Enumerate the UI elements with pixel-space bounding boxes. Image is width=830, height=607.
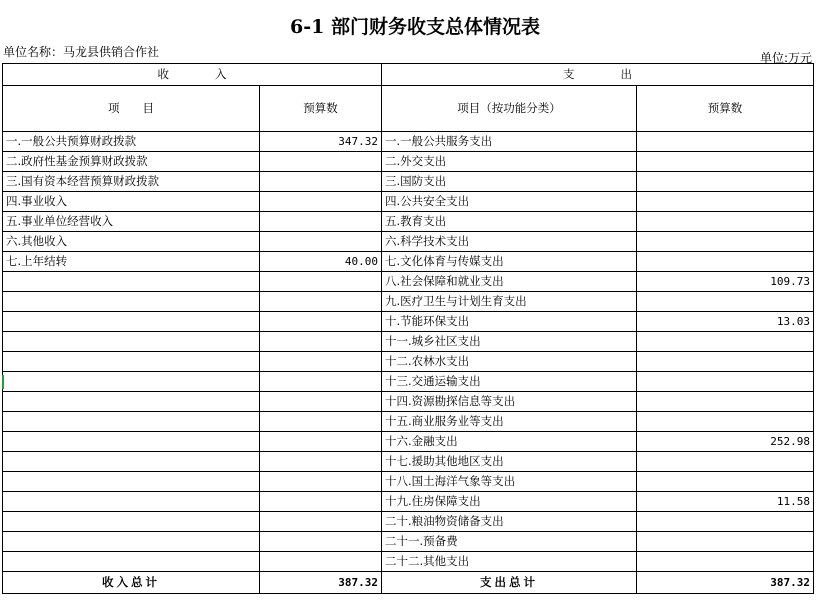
- income-value-cell[interactable]: [260, 532, 382, 552]
- expense-value-cell[interactable]: 13.03: [637, 312, 814, 332]
- income-item-cell[interactable]: 四.事业收入: [3, 192, 260, 212]
- income-value-cell[interactable]: [260, 392, 382, 412]
- income-item-cell[interactable]: [3, 412, 260, 432]
- income-item-cell[interactable]: [3, 472, 260, 492]
- expense-item-cell[interactable]: 十七.援助其他地区支出: [382, 452, 637, 472]
- income-item-cell[interactable]: [3, 372, 260, 392]
- income-header[interactable]: 收 入: [3, 64, 382, 86]
- header-row-1: [3, 64, 814, 86]
- budget-header-2[interactable]: 预算数: [637, 86, 814, 132]
- income-item-cell[interactable]: 六.其他收入: [3, 232, 260, 252]
- expense-value-cell[interactable]: [637, 532, 814, 552]
- income-item-cell[interactable]: [3, 432, 260, 452]
- expense-value-cell[interactable]: [637, 392, 814, 412]
- income-item-cell[interactable]: [3, 352, 260, 372]
- expense-item-cell[interactable]: 十五.商业服务业等支出: [382, 412, 637, 432]
- income-value-cell[interactable]: [260, 412, 382, 432]
- table-row: [3, 412, 814, 432]
- income-value-cell[interactable]: [260, 192, 382, 212]
- expense-item-cell[interactable]: 十六.金融支出: [382, 432, 637, 452]
- unit-label: 单位:万元: [759, 51, 812, 65]
- expense-item-cell[interactable]: 一.一般公共服务支出: [382, 132, 637, 152]
- income-item-cell[interactable]: 五.事业单位经营收入: [3, 212, 260, 232]
- expense-item-cell[interactable]: 十四.资源勘探信息等支出: [382, 392, 637, 412]
- income-value-cell[interactable]: [260, 492, 382, 512]
- table-row: [3, 312, 814, 332]
- income-value-cell[interactable]: [260, 272, 382, 292]
- table-row: [3, 292, 814, 312]
- income-value-cell[interactable]: [260, 332, 382, 352]
- income-item-cell[interactable]: 二.政府性基金预算财政拨款: [3, 152, 260, 172]
- expense-value-cell[interactable]: [637, 292, 814, 312]
- expense-value-cell[interactable]: [637, 472, 814, 492]
- table-row: [3, 492, 814, 512]
- table-row: [3, 452, 814, 472]
- table-row: [3, 272, 814, 292]
- expense-item-cell[interactable]: 十二.农林水支出: [382, 352, 637, 372]
- totals-row: [3, 572, 814, 594]
- table-row: [3, 332, 814, 352]
- expense-item-cell[interactable]: 十八.国土海洋气象等支出: [382, 472, 637, 492]
- expense-item-cell[interactable]: 二.外交支出: [382, 152, 637, 172]
- table-row: [3, 212, 814, 232]
- expense-item-cell[interactable]: 九.医疗卫生与计划生育支出: [382, 292, 637, 312]
- expense-value-cell[interactable]: [637, 232, 814, 252]
- income-item-cell[interactable]: [3, 532, 260, 552]
- expense-value-cell[interactable]: [637, 152, 814, 172]
- expense-item-cell[interactable]: 十一.城乡社区支出: [382, 332, 637, 352]
- income-item-cell[interactable]: [3, 392, 260, 412]
- expense-total-label[interactable]: 支出总计: [382, 572, 637, 594]
- income-value-cell[interactable]: [260, 312, 382, 332]
- income-total-label[interactable]: 收入总计: [3, 572, 260, 594]
- header-row-2: [3, 86, 814, 132]
- expense-value-cell[interactable]: [637, 172, 814, 192]
- expense-item-cell[interactable]: 二十.粮油物资储备支出: [382, 512, 637, 532]
- expense-item-cell[interactable]: 七.文化体育与传媒支出: [382, 252, 637, 272]
- income-value-cell[interactable]: [260, 292, 382, 312]
- expense-item-cell[interactable]: 十三.交通运输支出: [382, 372, 637, 392]
- table-row: [3, 432, 814, 452]
- expense-total-value[interactable]: 387.32: [637, 572, 814, 594]
- expense-item-cell[interactable]: 八.社会保障和就业支出: [382, 272, 637, 292]
- budget-header[interactable]: 预算数: [260, 86, 382, 132]
- table-row: [3, 252, 814, 272]
- expense-item-cell[interactable]: 三.国防支出: [382, 172, 637, 192]
- expense-value-cell[interactable]: 11.58: [637, 492, 814, 512]
- expense-item-cell[interactable]: 十九.住房保障支出: [382, 492, 637, 512]
- expense-value-cell[interactable]: [637, 452, 814, 472]
- table-row: [3, 472, 814, 492]
- income-value-cell[interactable]: [260, 212, 382, 232]
- table-row: [3, 532, 814, 552]
- table-row: [3, 132, 814, 152]
- expense-item-cell[interactable]: 十.节能环保支出: [382, 312, 637, 332]
- income-value-cell[interactable]: 347.32: [260, 132, 382, 152]
- income-value-cell[interactable]: [260, 432, 382, 452]
- income-item-cell[interactable]: 七.上年结转: [3, 252, 260, 272]
- income-value-cell[interactable]: [260, 552, 382, 572]
- income-item-cell[interactable]: [3, 512, 260, 532]
- expense-value-cell[interactable]: [637, 192, 814, 212]
- table-row: [3, 372, 814, 392]
- expense-value-cell[interactable]: [637, 372, 814, 392]
- expense-value-cell[interactable]: [637, 212, 814, 232]
- table-row: [3, 192, 814, 212]
- expense-value-cell[interactable]: [637, 552, 814, 572]
- expense-value-cell[interactable]: 252.98: [637, 432, 814, 452]
- income-item-cell[interactable]: [3, 292, 260, 312]
- income-item-cell[interactable]: [3, 452, 260, 472]
- expense-value-cell[interactable]: [637, 412, 814, 432]
- income-item-cell[interactable]: [3, 332, 260, 352]
- expense-item-cell[interactable]: 四.公共安全支出: [382, 192, 637, 212]
- income-value-cell[interactable]: [260, 152, 382, 172]
- income-item-cell[interactable]: [3, 312, 260, 332]
- income-item-cell[interactable]: 三.国有资本经营预算财政拨款: [3, 172, 260, 192]
- expense-value-cell[interactable]: [637, 512, 814, 532]
- expense-value-cell[interactable]: [637, 352, 814, 372]
- income-value-cell[interactable]: [260, 352, 382, 372]
- expense-value-cell[interactable]: [637, 252, 814, 272]
- expense-item-cell[interactable]: 六.科学技术支出: [382, 232, 637, 252]
- expense-value-cell[interactable]: [637, 332, 814, 352]
- income-value-cell[interactable]: [260, 172, 382, 192]
- table-row: [3, 512, 814, 532]
- income-item-cell[interactable]: [3, 492, 260, 512]
- item-header[interactable]: 项 目: [3, 86, 260, 132]
- unit-name-label: 单位名称：马龙县供销合作社: [3, 45, 160, 59]
- table-row: [3, 232, 814, 252]
- expense-item-cell[interactable]: 二十一.预备费: [382, 532, 637, 552]
- table-row: [3, 172, 814, 192]
- selection-marker: [2, 375, 4, 389]
- page-title: 6-1 部门财务收支总体情况表: [290, 16, 540, 38]
- item-by-function-header[interactable]: 项目（按功能分类）: [382, 86, 637, 132]
- income-value-cell[interactable]: 40.00: [260, 252, 382, 272]
- income-item-cell[interactable]: 一.一般公共预算财政拨款: [3, 132, 260, 152]
- table-row: [3, 552, 814, 572]
- income-value-cell[interactable]: [260, 372, 382, 392]
- income-total-value[interactable]: 387.32: [260, 572, 382, 594]
- income-item-cell[interactable]: [3, 552, 260, 572]
- expense-value-cell[interactable]: [637, 132, 814, 152]
- income-item-cell[interactable]: [3, 272, 260, 292]
- table-row: [3, 152, 814, 172]
- expense-header[interactable]: 支 出: [382, 64, 814, 86]
- expense-item-cell[interactable]: 五.教育支出: [382, 212, 637, 232]
- table-row: [3, 352, 814, 372]
- expense-value-cell[interactable]: 109.73: [637, 272, 814, 292]
- income-value-cell[interactable]: [260, 232, 382, 252]
- income-value-cell[interactable]: [260, 472, 382, 492]
- expense-item-cell[interactable]: 二十二.其他支出: [382, 552, 637, 572]
- income-value-cell[interactable]: [260, 452, 382, 472]
- table-row: [3, 392, 814, 412]
- income-value-cell[interactable]: [260, 512, 382, 532]
- finance-table: [2, 63, 814, 594]
